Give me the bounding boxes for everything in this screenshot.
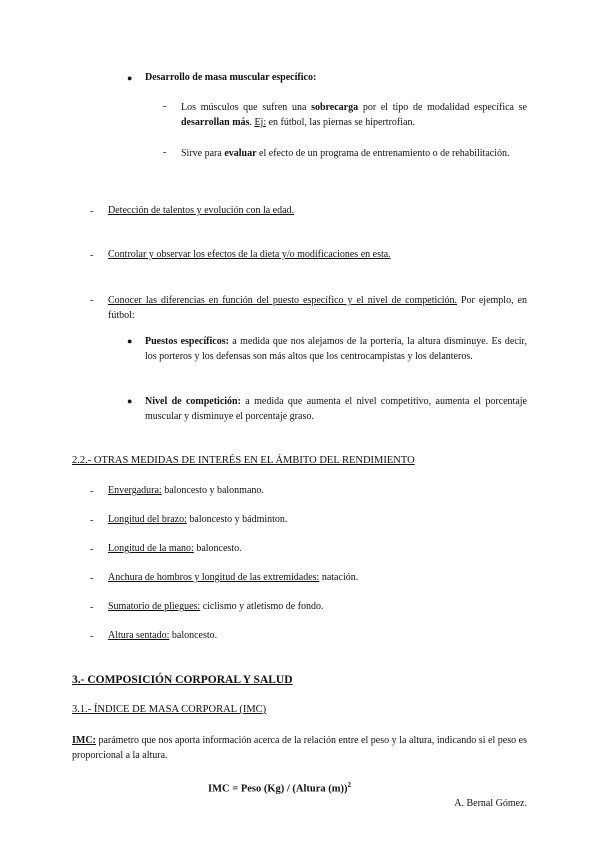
text-run: por el tipo de modalidad específica se bbox=[358, 102, 527, 113]
paragraph bbox=[145, 394, 527, 424]
item-label: Sumatorio de pliegues: bbox=[108, 601, 201, 612]
chapter-heading: 3.- COMPOSICIÓN CORPORAL Y SALUD bbox=[72, 674, 293, 686]
dash-marker: - bbox=[90, 631, 94, 642]
item-text: ciclismo y atletismo de fondo. bbox=[200, 601, 324, 612]
bold-text: evaluar bbox=[224, 148, 257, 159]
paragraph bbox=[181, 100, 527, 130]
bold-text: Nivel de competición: bbox=[145, 396, 241, 407]
item-text: baloncesto. bbox=[193, 543, 242, 554]
bullet-dot: ● bbox=[127, 396, 133, 406]
dash-marker: - bbox=[90, 206, 94, 217]
bold-text: Puestos específicos: bbox=[145, 336, 229, 347]
item-label: Anchura de hombros y longitud de las extremidades: bbox=[108, 572, 320, 583]
item-text: natación. bbox=[319, 572, 359, 583]
item-text: baloncesto. bbox=[169, 630, 218, 641]
section-heading: 2.2.- OTRAS MEDIDAS DE INTERÉS EN EL ÁMBITO DEL RENDIMIENTO bbox=[72, 455, 415, 466]
dash-marker: - bbox=[90, 515, 94, 526]
bold-text: desarrollan más bbox=[181, 117, 250, 128]
bullet-dot: ● bbox=[127, 73, 133, 83]
item-label: Longitud de la mano: bbox=[108, 543, 194, 554]
paragraph bbox=[72, 733, 527, 763]
dash-marker: - bbox=[90, 486, 94, 497]
text-run: parámetro que nos aporta información acerca de la relación entre el peso y la altura, indicando si el peso es proporcional a la altura. bbox=[72, 735, 527, 761]
item-label: Altura sentado: bbox=[108, 630, 170, 641]
list-item: Controlar y observar los efectos de la dieta y/o modificaciones en esta. bbox=[108, 249, 391, 260]
text-run: . bbox=[249, 117, 255, 128]
item-label: Longitud del brazo: bbox=[108, 514, 187, 525]
formula-text: IMC = Peso (Kg) / (Altura (m)) bbox=[208, 783, 348, 795]
text-run: a medida que nos alejamos de la portería, la altura disminuye. Es decir, los porteros y los defensas son más altos que los centrocampistas y los delanteros. bbox=[145, 336, 527, 362]
formula-exponent: 2 bbox=[347, 781, 352, 789]
bullet-dot: ● bbox=[127, 336, 133, 346]
item-text: baloncesto y bádminton. bbox=[186, 514, 288, 525]
list-item bbox=[108, 601, 324, 612]
list-item bbox=[108, 572, 358, 583]
paragraph bbox=[108, 293, 527, 323]
bold-text: sobrecarga bbox=[311, 102, 359, 113]
formula bbox=[208, 781, 351, 795]
paragraph bbox=[181, 146, 527, 161]
author-footer: A. Bernal Gómez. bbox=[454, 798, 527, 809]
text-run: el efecto de un programa de entrenamiento o de rehabilitación. bbox=[256, 148, 510, 159]
text-run: en fútbol, las piernas se hipertrofian. bbox=[266, 117, 415, 128]
text-run: Sirve para bbox=[181, 148, 225, 159]
list-item bbox=[108, 514, 287, 525]
text-run: a medida que aumenta el nivel competitivo, aumenta el porcentaje muscular y disminuye el porcentaje graso. bbox=[145, 396, 527, 422]
underlined-text: Conocer las diferencias en función del puesto específico y el nivel de competición. bbox=[108, 295, 458, 306]
list-item bbox=[108, 543, 242, 554]
dash-marker: - bbox=[163, 101, 167, 112]
dash-marker: - bbox=[90, 573, 94, 584]
dash-marker: - bbox=[90, 295, 94, 306]
item-heading: Desarrollo de masa muscular específico: bbox=[145, 72, 317, 83]
dash-marker: - bbox=[90, 602, 94, 613]
list-item bbox=[108, 485, 264, 496]
list-item bbox=[108, 630, 217, 641]
item-label: Envergadura: bbox=[108, 485, 162, 496]
paragraph bbox=[145, 334, 527, 364]
section-heading: 3.1.- ÍNDICE DE MASA CORPORAL (IMC) bbox=[72, 704, 267, 715]
underlined-text: Ej: bbox=[254, 117, 267, 128]
list-item: Detección de talentos y evolución con la edad. bbox=[108, 205, 295, 216]
dash-marker: - bbox=[163, 147, 167, 158]
text-run: Los músculos que sufren una bbox=[181, 102, 312, 113]
dash-marker: - bbox=[90, 544, 94, 555]
item-text: baloncesto y balonmano. bbox=[161, 485, 264, 496]
dash-marker: - bbox=[90, 250, 94, 261]
text-run: Por ejemplo, en fútbol: bbox=[108, 295, 527, 321]
imc-label: IMC: bbox=[72, 735, 96, 746]
